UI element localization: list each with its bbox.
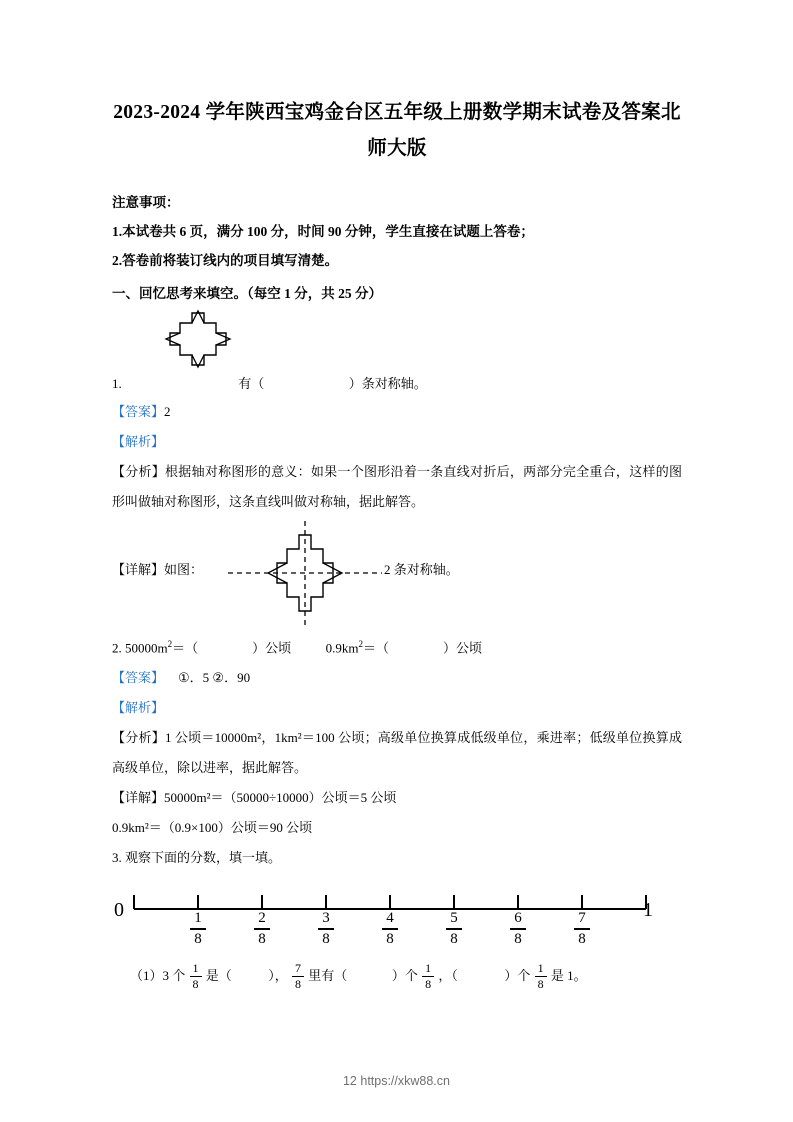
q3-sub1-mid-4: ）个 xyxy=(391,968,418,984)
q1-fenxi-label: 【分析】 xyxy=(112,464,166,479)
q1-text-a: 有（ xyxy=(238,376,265,391)
q3-fraction-6-bar xyxy=(510,928,526,929)
q3-axis-start: 0 xyxy=(114,899,124,922)
q3-text: 观察下面的分数，填一填。 xyxy=(125,850,282,866)
q2-analysis-label-line xyxy=(112,693,682,723)
q3-fraction-7 xyxy=(567,911,597,946)
q3-sub1-fraction-2 xyxy=(292,962,304,991)
q3-fraction-1-bar xyxy=(190,928,206,929)
q3-fraction-5 xyxy=(439,911,469,946)
q2-xiangjie-line-1 xyxy=(112,783,682,813)
q3-sub1-fraction-1-num: 1 xyxy=(192,961,199,976)
q2-part-b-unit: km xyxy=(341,640,359,656)
q2-number: 2. xyxy=(112,640,122,656)
q2-part-b-exp: 2 xyxy=(358,639,364,649)
q2-fenxi xyxy=(112,723,682,783)
q3-sub-question-1 xyxy=(130,961,682,991)
q3-sub1-fraction-1-den: 8 xyxy=(192,977,199,992)
q2-xiangjie-label: 【详解】 xyxy=(112,790,165,806)
q3-fraction-2-bar xyxy=(254,928,270,929)
q2-answer-label: 【答案】 xyxy=(112,670,165,686)
q3-fraction-4-bar xyxy=(382,928,398,929)
q1-answer-label: 【答案】 xyxy=(112,404,165,419)
document-content xyxy=(112,95,682,991)
q2-part-b-value: 0.9 xyxy=(325,640,342,656)
page-footer: 12 https://xkw88.cn xyxy=(342,1074,450,1088)
q3-fraction-3-bar xyxy=(318,928,334,929)
q2-part-a-exp: 2 xyxy=(167,639,173,649)
q3-sub1-fraction-1 xyxy=(190,962,202,991)
q1-question-line xyxy=(112,371,682,397)
q3-sub1-fraction-2-den: 8 xyxy=(295,977,302,992)
q1-xiangjie-label: 【详解】 xyxy=(112,562,165,577)
q2-part-a-equals: ＝（ xyxy=(172,640,199,656)
q3-fraction-1-num: 1 xyxy=(194,910,202,927)
q2-xiangjie-line-2 xyxy=(112,813,682,843)
q2-answer xyxy=(112,663,682,693)
q3-sub1-fraction-3-num: 1 xyxy=(425,961,432,976)
q3-sub1-mid-3: 里有（ xyxy=(308,968,348,984)
q3-fraction-1 xyxy=(183,911,213,946)
q3-fraction-4-num: 4 xyxy=(386,910,394,927)
q1-answer-value: 2 xyxy=(164,404,171,419)
q2-analysis-label: 【解析】 xyxy=(112,700,165,716)
q3-fraction-6 xyxy=(503,911,533,946)
q3-fraction-3 xyxy=(311,911,341,946)
q1-detail-figure-block xyxy=(112,517,682,629)
q2-part-a-unit: m xyxy=(157,640,168,656)
q3-sub1-fraction-4-num: 1 xyxy=(537,961,544,976)
q1-xiangjie-tail: 2 条对称轴。 xyxy=(384,562,459,577)
q1-figure-cross xyxy=(132,309,682,371)
q3-fraction-6-num: 6 xyxy=(514,910,522,927)
notice-item-2: 2.答卷前将装订线内的项目填写清楚。 xyxy=(112,253,339,268)
q3-fraction-1-den: 8 xyxy=(194,930,202,947)
notice-heading: 注意事项： xyxy=(112,195,180,210)
q3-fraction-2-den: 8 xyxy=(258,930,266,947)
q1-xiangjie-text: 如图： xyxy=(164,562,204,577)
q1-text-b: ）条对称轴。 xyxy=(348,376,427,391)
section-heading: 一、回忆思考来填空。（每空 1 分，共 25 分） xyxy=(112,286,382,301)
q3-fraction-3-num: 3 xyxy=(322,910,330,927)
q1-analysis-label: 【解析】 xyxy=(112,434,165,449)
q3-sub1-mid-1: 是（ xyxy=(205,968,232,984)
q3-sub1-fraction-4 xyxy=(535,962,547,991)
q3-fraction-7-den: 8 xyxy=(578,930,586,947)
q3-number: 3. xyxy=(112,850,122,866)
q2-part-b-equals: ＝（ xyxy=(363,640,390,656)
q2-part-a-close: ）公顷 xyxy=(252,640,292,656)
q2-question-line xyxy=(112,629,682,663)
q3-fraction-5-den: 8 xyxy=(450,930,458,947)
q3-sub1-mid-2: ）， xyxy=(268,968,288,984)
q2-xiangjie-text-1: 50000m²＝（50000÷10000）公顷＝5 公顷 xyxy=(164,790,397,806)
q3-fraction-7-bar xyxy=(574,928,590,929)
q2-fenxi-text: 1 公顷＝10000m²，1km²＝100 公顷；高级单位换算成低级单位，乘进率；低级单位换算成高级单位，除以进率，据此解答。 xyxy=(112,730,682,776)
q3-sub1-fraction-3-den: 8 xyxy=(425,977,432,992)
q3-fraction-5-num: 5 xyxy=(450,910,458,927)
q2-part-a-value: 50000 xyxy=(125,640,158,656)
q2-part-b-close: ）公顷 xyxy=(443,640,483,656)
q1-figure-cross-symmetry xyxy=(220,517,390,634)
q3-fraction-2 xyxy=(247,911,277,946)
q1-answer xyxy=(112,397,682,427)
q3-fraction-2-num: 2 xyxy=(258,910,266,927)
q3-number-line-figure xyxy=(112,883,682,961)
q3-sub1-fraction-4-den: 8 xyxy=(537,977,544,992)
q3-fraction-7-num: 7 xyxy=(578,910,586,927)
q3-fraction-4-den: 8 xyxy=(386,930,394,947)
q3-fraction-6-den: 8 xyxy=(514,930,522,947)
q3-sub1-prefix: （1）3 个 xyxy=(130,968,186,984)
q1-fenxi xyxy=(112,457,682,517)
q2-answer-value: ①．5 ②．90 xyxy=(178,670,251,686)
q3-axis-end: 1 xyxy=(643,899,653,922)
q3-sub1-fraction-3 xyxy=(422,962,434,991)
q1-fenxi-text: 根据轴对称图形的意义：如果一个图形沿着一条直线对折后，两部分完全重合，这样的图形叫做轴对称图形，这条直线叫做对称轴，据此解答。 xyxy=(112,464,682,509)
q3-fraction-5-bar xyxy=(446,928,462,929)
q2-fenxi-label: 【分析】 xyxy=(112,730,165,746)
q3-fraction-4 xyxy=(375,911,405,946)
q3-sub1-tail: 是 1。 xyxy=(550,968,587,984)
q3-sub1-mid-6: ）个 xyxy=(504,968,531,984)
notice-item-1: 1.本试卷共 6 页，满分 100 分，时间 90 分钟，学生直接在试题上答卷； xyxy=(112,224,534,239)
q3-fraction-3-den: 8 xyxy=(322,930,330,947)
q3-question-line xyxy=(112,843,682,873)
q3-sub1-fraction-2-num: 7 xyxy=(295,961,302,976)
q1-analysis-label-line xyxy=(112,427,682,457)
q1-xiangjie-label-line xyxy=(112,559,203,578)
q1-number: 1. xyxy=(112,376,122,391)
q3-sub1-mid-5: ，（ xyxy=(438,968,458,984)
q2-xiangjie-text-2: 0.9km²＝（0.9×100）公顷＝90 公顷 xyxy=(112,820,313,836)
page-title: 2023-2024 学年陕西宝鸡金台区五年级上册数学期末试卷及答案北师大版 xyxy=(113,102,681,159)
